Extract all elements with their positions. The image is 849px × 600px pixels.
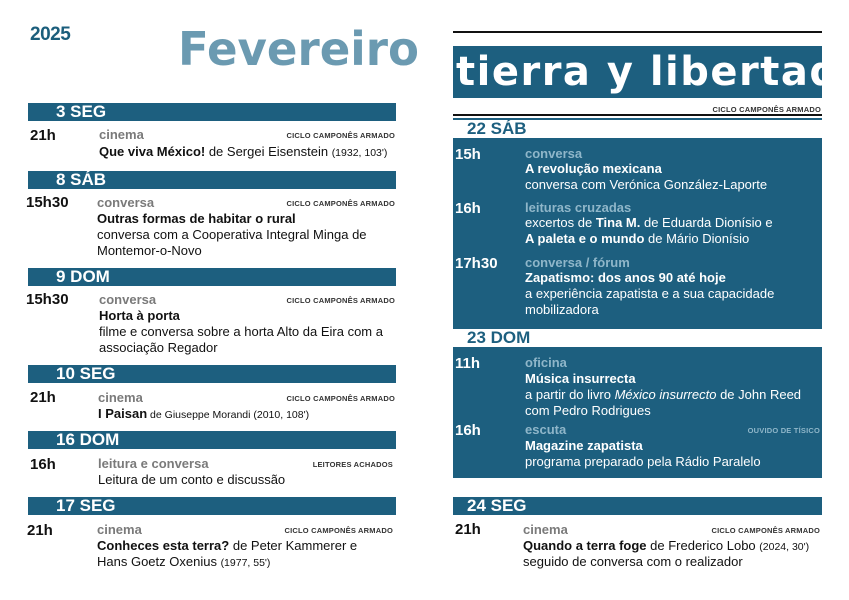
day-header-3: 3 SEG — [28, 103, 396, 121]
event-time: 16h — [455, 422, 481, 439]
event-title-text: Música insurrecta — [525, 371, 636, 386]
event-credit: de Giuseppe Morandi — [147, 409, 254, 421]
day-header-22: 22 SÁB — [453, 120, 822, 138]
event-time: 21h — [30, 389, 56, 406]
event-time: 16h — [455, 200, 481, 217]
event-time: 21h — [30, 127, 56, 144]
event-description — [523, 538, 809, 555]
event-category: oficina — [525, 355, 567, 370]
event-category: cinema — [99, 127, 144, 142]
event-description — [525, 231, 749, 247]
event-credit: de Sergei Eisenstein — [205, 144, 332, 159]
event-category: escuta — [525, 422, 567, 437]
event-tag: CICLO CAMPONÊS ARMADO — [286, 296, 395, 305]
event-category: cinema — [98, 390, 143, 405]
event-description: com Pedro Rodrigues — [525, 403, 651, 418]
event-tag: OUVIDO DE TÍSICO — [747, 426, 820, 435]
event-category: cinema — [523, 522, 568, 537]
event-credit: de Peter Kammerer e — [229, 538, 358, 553]
event-description: associação Regador — [99, 340, 218, 355]
event-description: conversa com a Cooperativa Integral Minga de — [97, 227, 367, 242]
event-title-text: Horta à porta — [99, 308, 180, 323]
event-title: Tina M. — [595, 215, 641, 230]
event-category: conversa — [525, 146, 583, 161]
day-header-8: 8 SÁB — [28, 171, 396, 189]
event-title: Que viva México! — [99, 144, 206, 159]
event-category: leitura e conversa — [98, 456, 209, 471]
event-description — [99, 144, 387, 161]
day-header-10: 10 SEG — [28, 365, 396, 383]
event-title-text: A revolução mexicana — [525, 161, 662, 176]
event-title-text: Outras formas de habitar o rural — [97, 211, 296, 226]
event-description — [525, 387, 801, 403]
event-category: conversa — [99, 292, 157, 307]
event-description: programa preparado pela Rádio Paralelo — [525, 454, 761, 469]
month-title: Fevereiro — [178, 22, 419, 76]
event-description: Leitura de um conto e discussão — [98, 472, 286, 487]
title-rule — [453, 114, 822, 116]
event-meta: (1977, 55') — [220, 557, 271, 569]
event-description: filme e conversa sobre a horta Alto da Eira com a — [99, 324, 383, 339]
event-tag: CICLO CAMPONÊS ARMADO — [284, 526, 393, 535]
event-time: 15h — [455, 146, 481, 163]
event-meta: (1932, 103') — [331, 147, 388, 159]
day-header-16: 16 DOM — [28, 431, 396, 449]
event-time: 11h — [455, 355, 481, 372]
event-time: 16h — [30, 456, 56, 473]
event-credit: de Frederico Lobo — [646, 538, 760, 553]
event-credit: de Eduarda Dionísio e — [640, 215, 773, 230]
event-title-text: Zapatismo: dos anos 90 até hoje — [525, 270, 726, 285]
event-time: 17h30 — [455, 255, 498, 272]
event-description: Montemor-o-Novo — [97, 243, 202, 258]
event-category: conversa — [97, 195, 155, 210]
event-title — [525, 270, 726, 286]
event-credit: de Mário Dionísio — [644, 231, 750, 246]
event-time: 21h — [455, 521, 481, 538]
event-description — [97, 554, 270, 571]
event-credit: excertos de — [525, 215, 596, 230]
event-meta: (2024, 30') — [759, 541, 810, 553]
event-title — [525, 438, 643, 454]
event-time: 21h — [27, 522, 53, 539]
event-title — [99, 308, 180, 324]
event-title — [97, 211, 296, 227]
event-category: conversa / fórum — [525, 255, 630, 270]
title-tag: CICLO CAMPONÊS ARMADO — [712, 105, 821, 114]
event-description — [525, 215, 773, 231]
event-tag: CICLO CAMPONÊS ARMADO — [286, 131, 395, 140]
event-description — [98, 406, 309, 423]
page-title: tierra y libertad — [453, 46, 822, 98]
event-tag: LEITORES ACHADOS — [312, 460, 393, 469]
day-header-23: 23 DOM — [453, 329, 822, 347]
book-title: México insurrecto — [614, 387, 717, 402]
event-time: 15h30 — [26, 291, 69, 308]
event-time: 15h30 — [26, 194, 69, 211]
year-label: 2025 — [30, 24, 71, 45]
event-credit: Hans Goetz Oxenius — [97, 554, 221, 569]
event-title-text: Magazine zapatista — [525, 438, 643, 453]
event-category: leituras cruzadas — [525, 200, 632, 215]
event-tag: CICLO CAMPONÊS ARMADO — [286, 199, 395, 208]
day-header-17: 17 SEG — [28, 497, 396, 515]
event-title — [525, 161, 662, 177]
event-category: cinema — [97, 522, 142, 537]
top-rule — [453, 31, 822, 33]
event-title — [525, 371, 636, 387]
day-header-24: 24 SEG — [453, 497, 822, 515]
event-title: I Paisan — [98, 406, 148, 421]
event-description — [97, 538, 357, 554]
event-tag: CICLO CAMPONÊS ARMADO — [711, 526, 820, 535]
event-meta: (2010, 108') — [253, 409, 310, 421]
event-title: A paleta e o mundo — [525, 231, 645, 246]
event-credit: de John Reed — [716, 387, 802, 402]
event-credit: a partir do livro — [525, 387, 615, 402]
event-description: mobilizadora — [525, 302, 599, 317]
event-description: conversa com Verónica González-Laporte — [525, 177, 768, 192]
event-title: Quando a terra foge — [523, 538, 647, 553]
event-title: Conheces esta terra? — [97, 538, 230, 553]
event-description: a experiência zapatista e a sua capacidade — [525, 286, 775, 301]
day-header-9: 9 DOM — [28, 268, 396, 286]
event-description: seguido de conversa com o realizador — [523, 554, 743, 569]
event-tag: CICLO CAMPONÊS ARMADO — [286, 394, 395, 403]
